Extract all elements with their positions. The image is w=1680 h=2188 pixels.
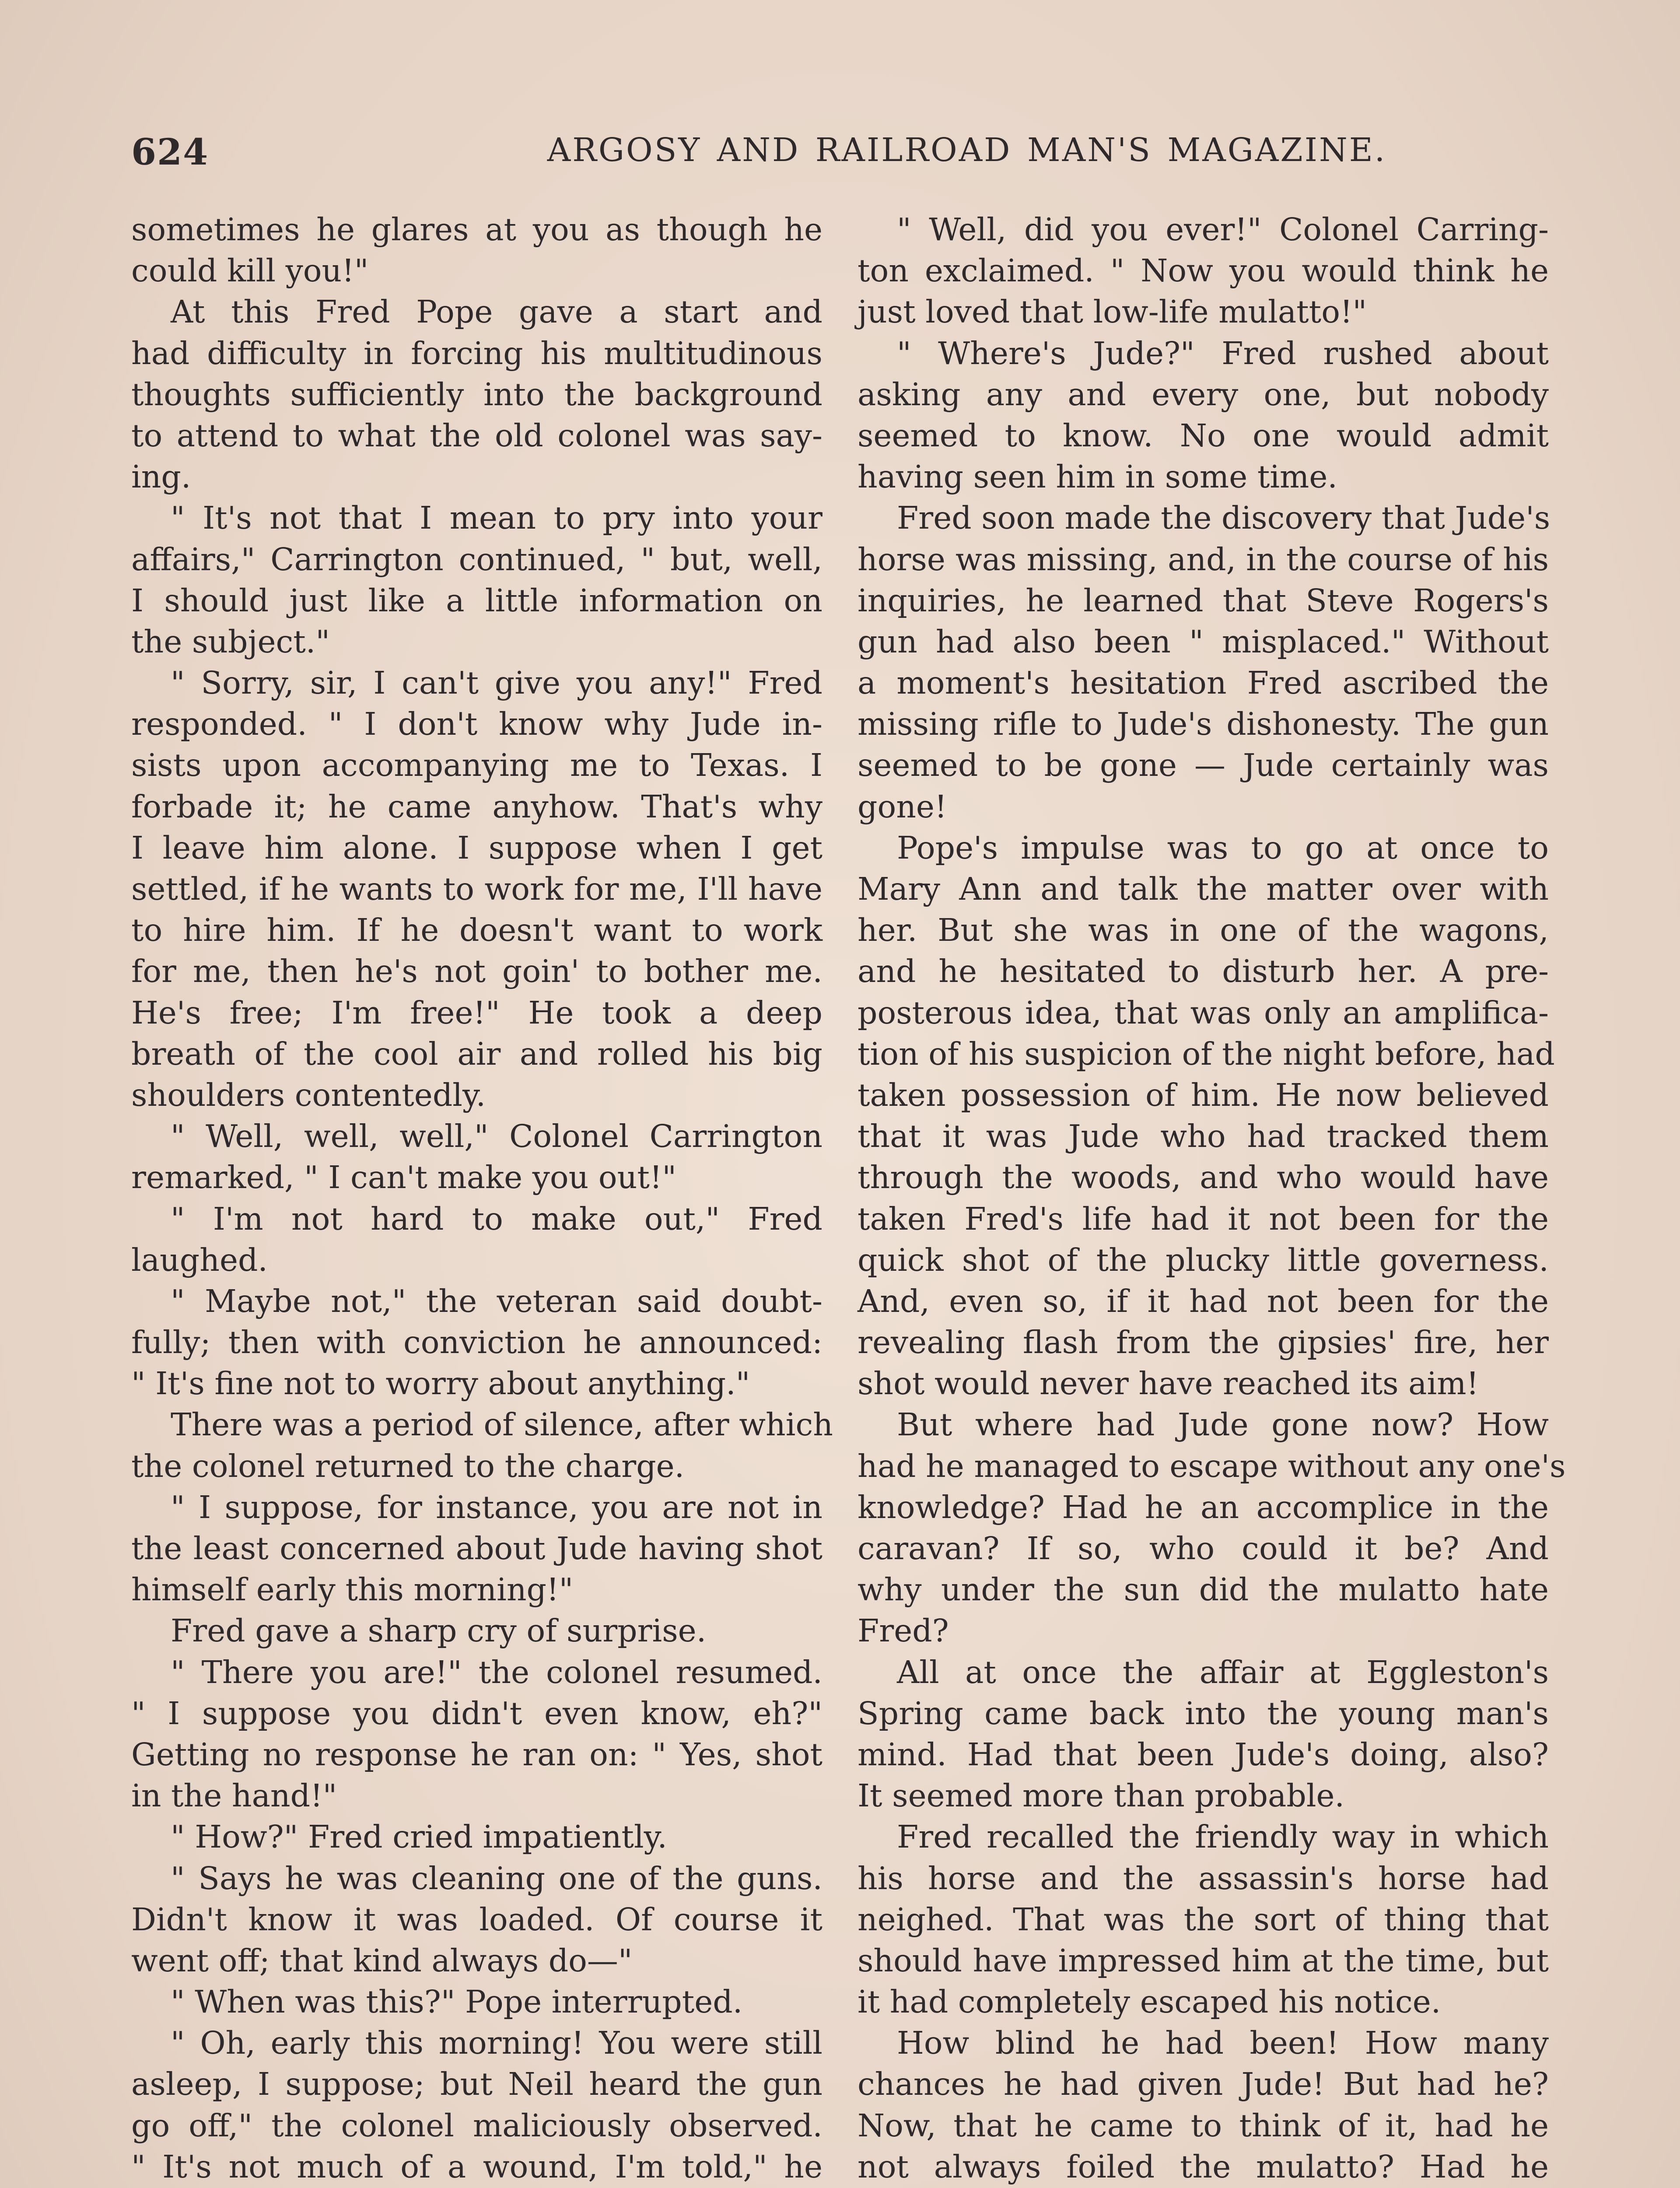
page-number: 624 bbox=[131, 131, 209, 173]
text-line: " I'm not hard to make out," Fred bbox=[171, 1200, 822, 1237]
text-line: Now, that he came to think of it, had he bbox=[858, 2107, 1549, 2144]
text-line: Didn't know it was loaded. Of course it bbox=[131, 1901, 822, 1938]
text-line: thoughts sufficiently into the background bbox=[131, 376, 822, 413]
text-line: I should just like a little information on bbox=[131, 582, 822, 619]
text-line: " There you are!" the colonel resumed. bbox=[171, 1654, 822, 1690]
text-line: He's free; I'm free!" He took a deep bbox=[131, 994, 822, 1031]
text-line: caravan? If so, who could it be? And bbox=[858, 1530, 1549, 1567]
text-line: the colonel returned to the charge. bbox=[131, 1448, 685, 1484]
text-line: " Says he was cleaning one of the guns. bbox=[171, 1860, 822, 1897]
text-line: Mary Ann and talk the matter over with bbox=[858, 871, 1549, 907]
text-line: missing rifle to Jude's dishonesty. The gun bbox=[858, 706, 1549, 743]
text-line: having seen him in some time. bbox=[858, 459, 1337, 495]
right-column bbox=[858, 209, 1566, 2188]
text-line: " Sorry, sir, I can't give you any!" Fred bbox=[171, 665, 822, 701]
text-line: it had completely escaped his notice. bbox=[858, 1984, 1441, 2020]
text-line: quick shot of the plucky little governess. bbox=[858, 1241, 1549, 1278]
text-line: ton exclaimed. " Now you would think he bbox=[858, 252, 1549, 289]
text-line: At this Fred Pope gave a start and bbox=[171, 294, 822, 330]
text-line: chances he had given Jude! But had he? bbox=[858, 2066, 1549, 2103]
text-line: affairs," Carrington continued, " but, well, bbox=[131, 541, 822, 578]
text-line: knowledge? Had he an accomplice in the bbox=[858, 1489, 1549, 1525]
text-line: went off; that kind always do—" bbox=[131, 1942, 633, 1979]
text-line: " It's fine not to worry about anything." bbox=[131, 1365, 750, 1402]
text-line: horse was missing, and, in the course of his bbox=[858, 541, 1549, 578]
text-line: Fred soon made the discovery that Jude's bbox=[897, 500, 1550, 536]
text-line: her. But she was in one of the wagons, bbox=[858, 912, 1549, 949]
text-line: posterous idea, that was only an amplifica- bbox=[858, 994, 1549, 1031]
text-line: Fred gave a sharp cry of surprise. bbox=[171, 1613, 707, 1649]
text-line: asking any and every one, but nobody bbox=[858, 376, 1549, 413]
text-line: forbade it; he came anyhow. That's why bbox=[131, 788, 822, 825]
text-line: " It's not that I mean to pry into your bbox=[171, 500, 822, 536]
text-line: asleep, I suppose; but Neil heard the gun bbox=[131, 2066, 822, 2103]
text-line: why under the sun did the mulatto hate bbox=[858, 1571, 1549, 1608]
text-line: seemed to be gone — Jude certainly was bbox=[858, 747, 1549, 784]
text-line: inquiries, he learned that Steve Rogers's bbox=[858, 582, 1549, 619]
text-line: " Well, did you ever!" Colonel Carring- bbox=[897, 211, 1549, 248]
text-line: should have impressed him at the time, but bbox=[858, 1942, 1549, 1979]
text-line: Fred recalled the friendly way in which bbox=[897, 1819, 1549, 1855]
text-line: sists upon accompanying me to Texas. I bbox=[131, 747, 822, 784]
text-line: " I suppose you didn't even know, eh?" bbox=[131, 1695, 822, 1732]
text-line: in the hand!" bbox=[131, 1778, 337, 1814]
text-line: " Well, well, well," Colonel Carrington bbox=[171, 1118, 822, 1155]
text-line: laughed. bbox=[131, 1241, 268, 1278]
text-line: But where had Jude gone now? How bbox=[897, 1406, 1549, 1443]
text-line: go off," the colonel maliciously observed. bbox=[131, 2107, 822, 2144]
text-line: taken possession of him. He now believed bbox=[858, 1076, 1549, 1113]
text-line: that it was Jude who had tracked them bbox=[858, 1118, 1549, 1155]
text-line: himself early this morning!" bbox=[131, 1571, 574, 1608]
text-line: sometimes he glares at you as though he bbox=[131, 211, 822, 248]
text-line: had difficulty in forcing his multitudinous bbox=[131, 335, 822, 372]
text-line: " I suppose, for instance, you are not in bbox=[171, 1489, 822, 1525]
text-line: breath of the cool air and rolled his big bbox=[131, 1035, 822, 1072]
text-line: gone! bbox=[858, 788, 947, 825]
text-line: " When was this?" Pope interrupted. bbox=[171, 1984, 743, 2020]
text-line: the least concerned about Jude having shot bbox=[131, 1530, 822, 1567]
text-line: his horse and the assassin's horse had bbox=[858, 1860, 1549, 1897]
text-line: " How?" Fred cried impatiently. bbox=[171, 1819, 667, 1855]
running-head: ARGOSY AND RAILROAD MAN'S MAGAZINE. bbox=[547, 131, 1387, 169]
text-line: Getting no response he ran on: " Yes, shot bbox=[131, 1736, 822, 1773]
text-line: and he hesitated to disturb her. A pre- bbox=[858, 953, 1549, 990]
text-line: fully; then with conviction he announced: bbox=[131, 1324, 822, 1361]
text-line: " Where's Jude?" Fred rushed about bbox=[897, 335, 1549, 372]
text-line: could kill you!" bbox=[131, 252, 369, 289]
text-line: ing. bbox=[131, 459, 191, 495]
text-line: not always foiled the mulatto? Had he bbox=[858, 2148, 1549, 2185]
text-line: a moment's hesitation Fred ascribed the bbox=[858, 665, 1549, 701]
text-line: mind. Had that been Jude's doing, also? bbox=[858, 1736, 1549, 1773]
text-line: tion of his suspicion of the night before, had bbox=[858, 1035, 1555, 1072]
text-line: the subject." bbox=[131, 623, 330, 660]
text-line: shot would never have reached its aim! bbox=[858, 1365, 1479, 1402]
text-line: " Oh, early this morning! You were still bbox=[171, 2025, 822, 2062]
text-line: to attend to what the old colonel was say- bbox=[131, 417, 822, 454]
text-line: seemed to know. No one would admit bbox=[858, 417, 1549, 454]
text-line: settled, if he wants to work for me, I'll have bbox=[131, 871, 822, 907]
text-line: responded. " I don't know why Jude in- bbox=[131, 706, 822, 743]
text-line: There was a period of silence, after which bbox=[171, 1406, 833, 1443]
text-line: I leave him alone. I suppose when I get bbox=[131, 829, 822, 866]
text-line: gun had also been " misplaced." Without bbox=[858, 623, 1549, 660]
text-line: It seemed more than probable. bbox=[858, 1778, 1345, 1814]
text-line: Fred? bbox=[858, 1613, 949, 1649]
left-column bbox=[131, 209, 833, 2188]
text-line: And, even so, if it had not been for the bbox=[858, 1283, 1549, 1319]
text-line: All at once the affair at Eggleston's bbox=[897, 1654, 1549, 1690]
text-line: taken Fred's life had it not been for the bbox=[858, 1200, 1549, 1237]
text-line: " It's not much of a wound, I'm told," he bbox=[131, 2148, 822, 2185]
text-line: just loved that low-life mulatto!" bbox=[858, 294, 1367, 330]
text-line: How blind he had been! How many bbox=[897, 2025, 1549, 2062]
text-line: Spring came back into the young man's bbox=[858, 1695, 1549, 1732]
text-line: shoulders contentedly. bbox=[131, 1076, 486, 1113]
text-line: to hire him. If he doesn't want to work bbox=[131, 912, 822, 949]
page-header bbox=[131, 131, 1540, 179]
text-line: had he managed to escape without any one's bbox=[858, 1448, 1566, 1484]
text-line: remarked, " I can't make you out!" bbox=[131, 1159, 677, 1196]
text-line: revealing flash from the gipsies' fire, her bbox=[858, 1324, 1549, 1361]
text-line: through the woods, and who would have bbox=[858, 1159, 1549, 1196]
text-line: for me, then he's not goin' to bother me. bbox=[131, 953, 822, 990]
text-line: " Maybe not," the veteran said doubt- bbox=[171, 1283, 822, 1319]
text-line: Pope's impulse was to go at once to bbox=[897, 829, 1549, 866]
text-line: neighed. That was the sort of thing that bbox=[858, 1901, 1549, 1938]
